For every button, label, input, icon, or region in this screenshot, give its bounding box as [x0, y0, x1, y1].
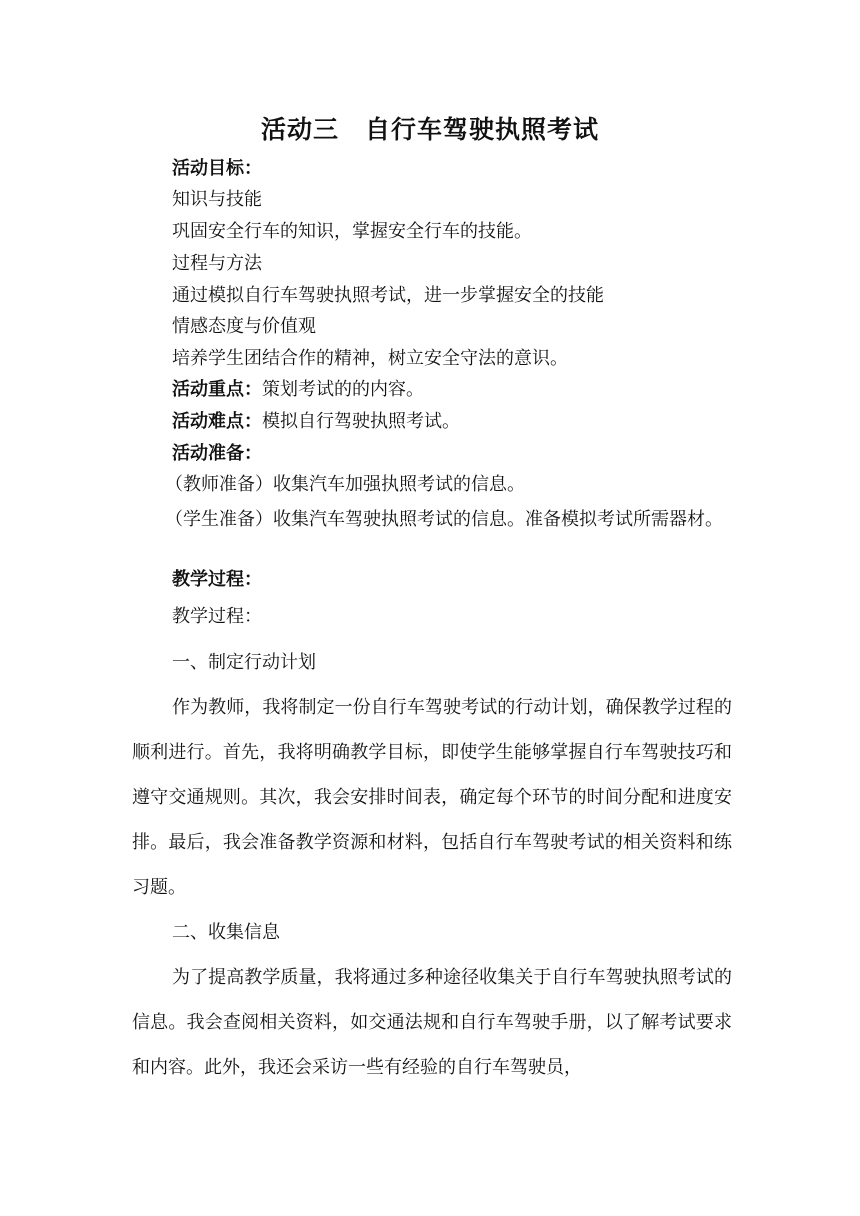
key-point-label: 活动重点： [172, 379, 262, 400]
teaching-heading: 教学过程： [172, 569, 262, 590]
objectives-heading: 活动目标： [172, 158, 262, 179]
section2-paragraph: 为了提高教学质量，我将通过多种途径收集关于自行车驾驶执照考试的信息。我会查阅相关资料，如交通法规和自行车驾驶手册，以了解考试要求和内容。此外，我还会采访一些有经验的自行车驾驶员， [132, 967, 732, 1078]
teaching-subheading: 教学过程： [172, 606, 262, 627]
knowledge-text: 巩固安全行车的知识，掌握安全行车的技能。 [172, 221, 532, 242]
emotion-text: 培养学生团结合作的精神，树立安全守法的意识。 [172, 348, 568, 369]
process-text: 通过模拟自行车驾驶执照考试，进一步掌握安全的技能 [172, 285, 604, 306]
key-point-text: 策划考试的的内容。 [262, 379, 424, 400]
process-heading: 过程与方法 [172, 253, 262, 274]
difficulty-text: 模拟自行驾驶执照考试。 [262, 411, 460, 432]
page-title: 活动三 自行车驾驶执照考试 [260, 115, 599, 144]
section1-title: 一、制定行动计划 [172, 652, 316, 673]
knowledge-heading: 知识与技能 [172, 189, 262, 210]
preparation-heading: 活动准备： [172, 443, 262, 464]
teacher-preparation: （教师准备）收集汽车加强执照考试的信息。 [165, 474, 525, 495]
key-point-line [172, 378, 424, 402]
section2-title: 二、收集信息 [172, 922, 280, 943]
emotion-heading: 情感态度与价值观 [172, 316, 316, 337]
student-preparation: （学生准备）收集汽车驾驶执照考试的信息。准备模拟考试所需器材。 [165, 509, 723, 530]
section1-paragraph: 作为教师，我将制定一份自行车驾驶考试的行动计划，确保教学过程的顺利进行。首先，我将明确教学目标，即使学生能够掌握自行车驾驶技巧和遵守交通规则。其次，我会安排时间表，确定每个环节的时间分配和进度安排。最后，我会准备教学资源和材料，包括自行车驾驶考试的相关资料和练习题。 [132, 697, 732, 898]
difficulty-label: 活动难点： [172, 411, 262, 432]
difficulty-line [172, 410, 460, 434]
